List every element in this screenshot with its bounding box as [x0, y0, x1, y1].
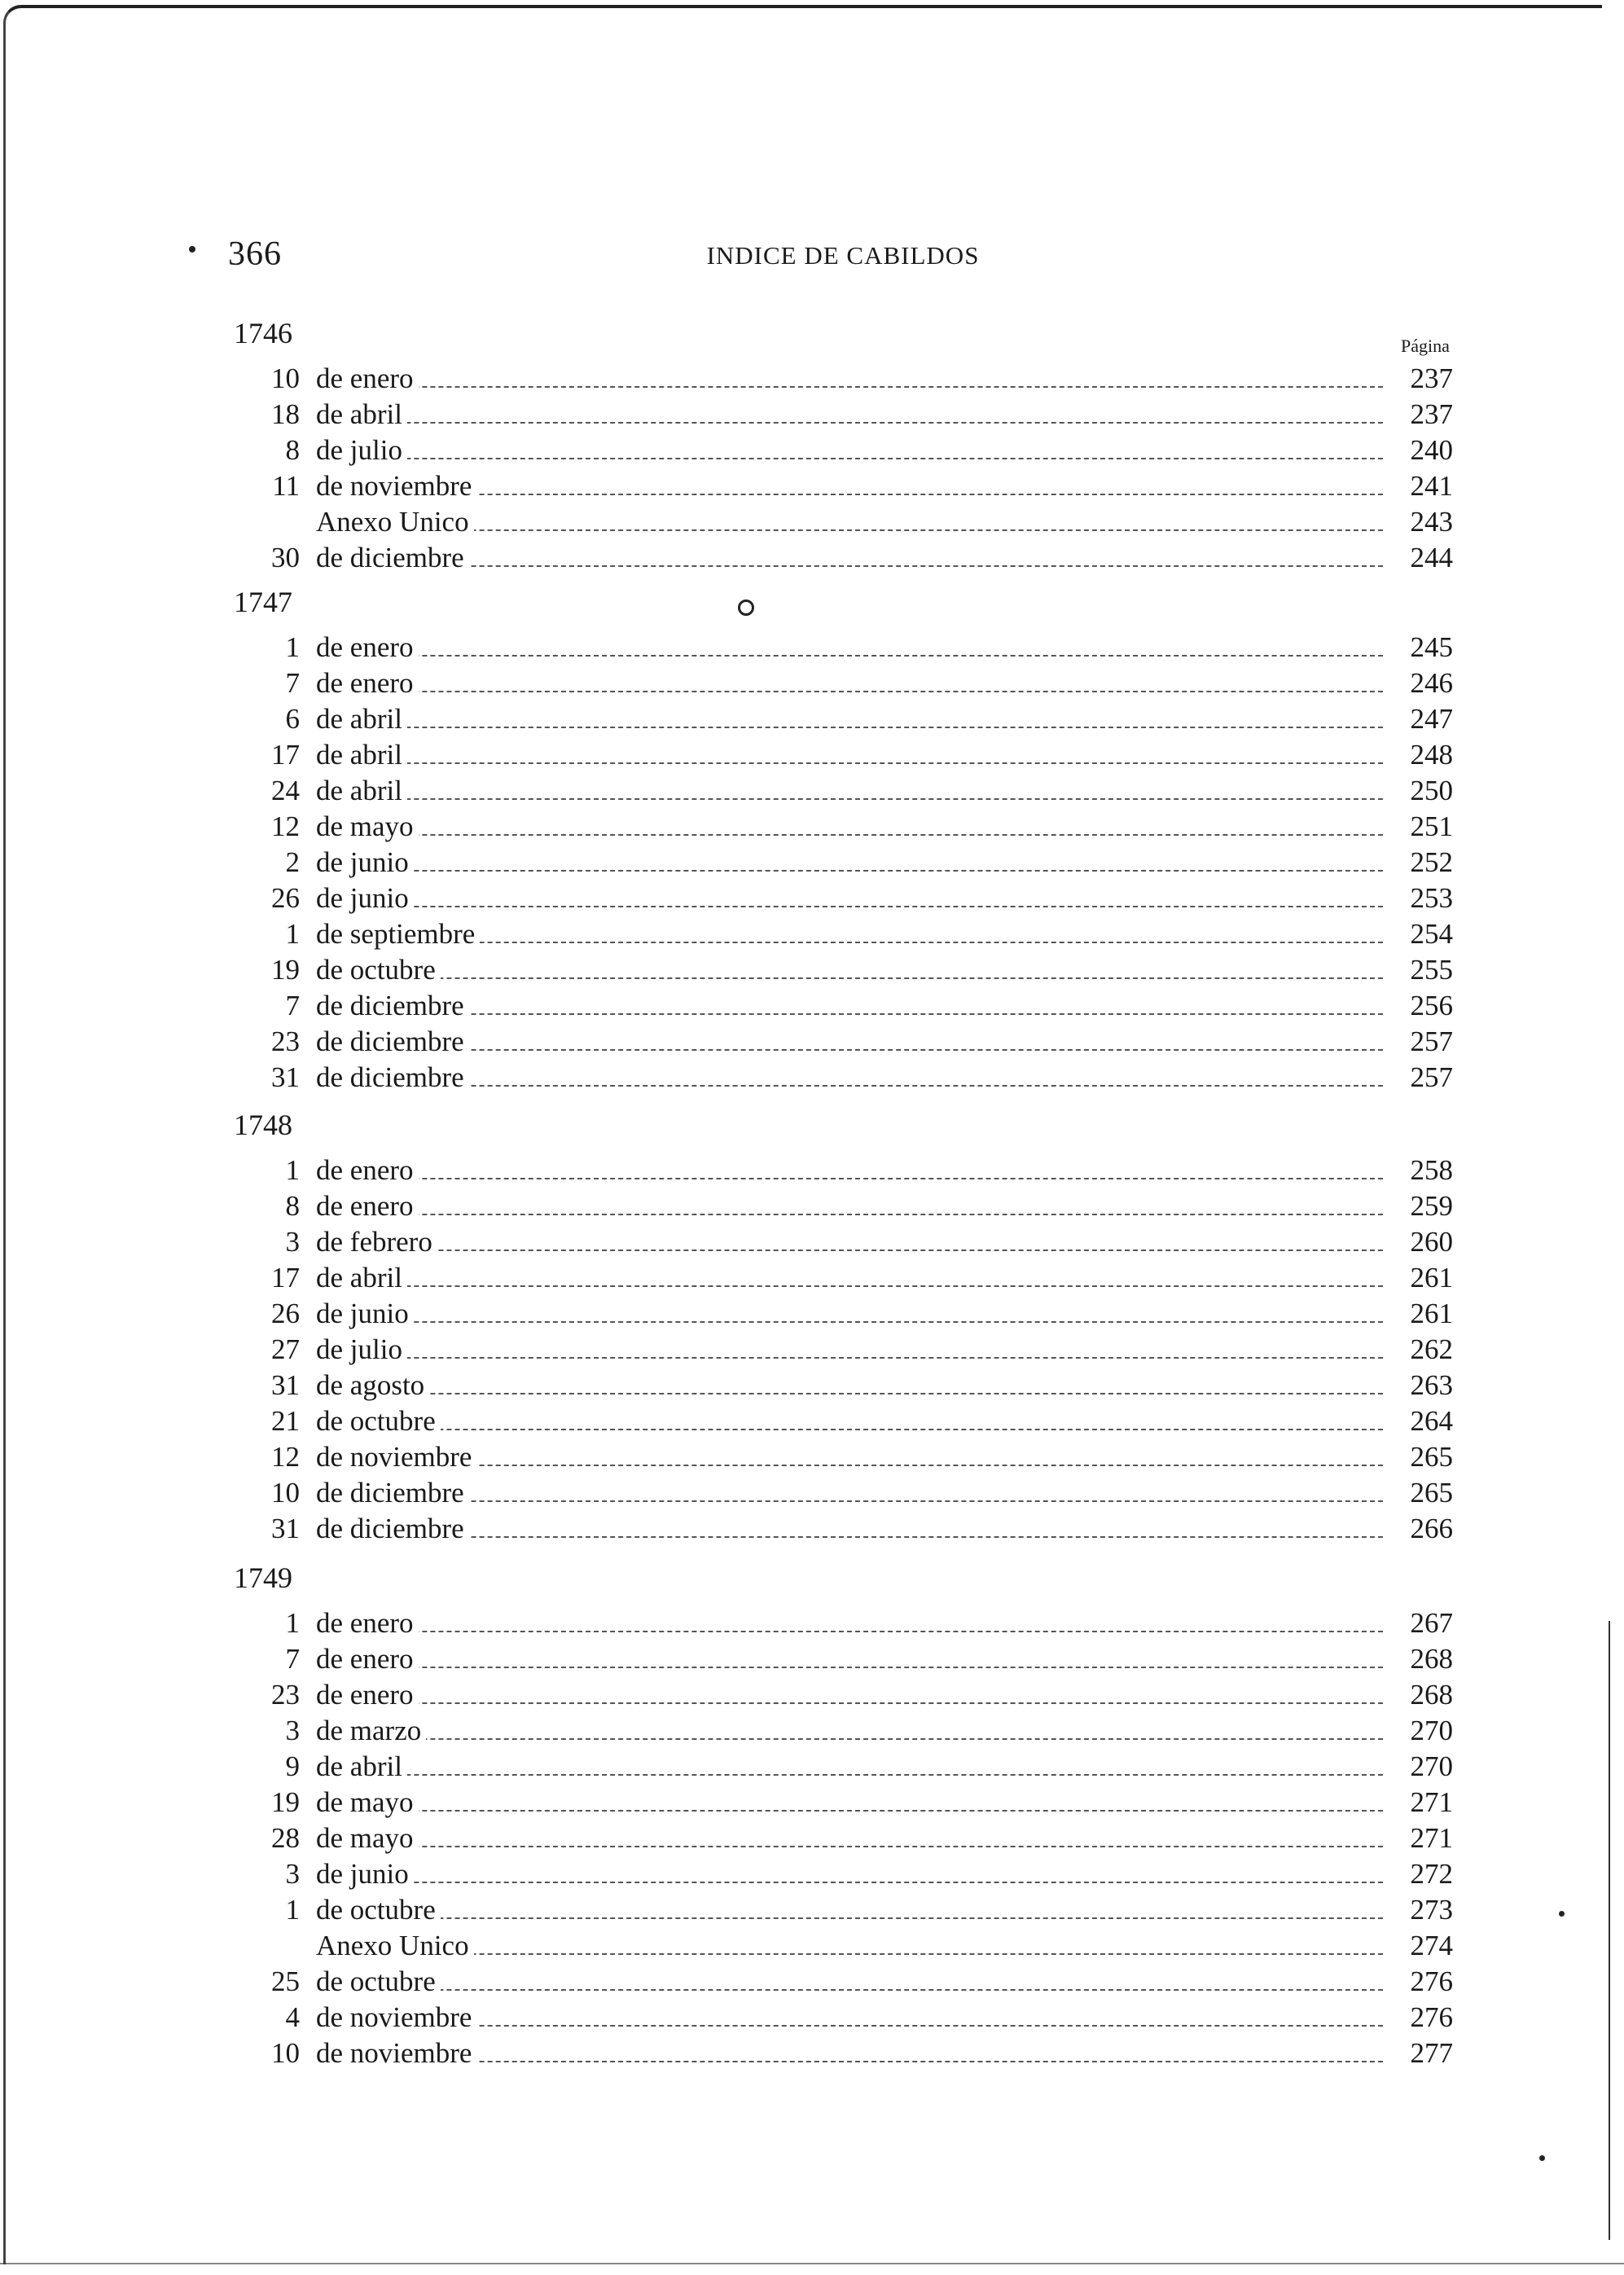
entry-page-number: 267 [1385, 1606, 1453, 1640]
entry-label: de enero [316, 630, 419, 665]
entry-page-number: 247 [1385, 702, 1453, 736]
dot-leader [316, 1989, 1383, 1991]
entry-day: 8 [285, 434, 300, 466]
entry-day: 28 [271, 1822, 300, 1854]
index-entry [0, 917, 1624, 951]
index-entry [0, 1440, 1624, 1474]
entry-label: de abril [316, 1750, 407, 1784]
dot-leader [316, 1214, 1383, 1215]
entry-page-number: 243 [1385, 505, 1453, 539]
dot-leader [316, 727, 1383, 728]
entry-day: 17 [271, 739, 300, 771]
index-entry [0, 397, 1624, 432]
index-entry [0, 1714, 1624, 1748]
entry-label: de abril [316, 738, 407, 772]
entry-page-number: 254 [1385, 917, 1453, 951]
entry-label: de noviembre [316, 2036, 476, 2071]
dot-leader [316, 1249, 1383, 1251]
dot-leader [316, 1774, 1383, 1776]
index-entry [0, 738, 1624, 772]
dot-leader [316, 422, 1383, 424]
entry-page-number: 257 [1385, 1025, 1453, 1059]
print-speck [738, 599, 754, 616]
year-heading: 1748 [234, 1109, 292, 1141]
entry-label: de julio [316, 1333, 407, 1367]
dot-leader [316, 798, 1383, 800]
entry-label: de enero [316, 1189, 419, 1223]
dot-leader [316, 1285, 1383, 1287]
entry-day: 10 [271, 1477, 300, 1509]
dot-leader [316, 1500, 1383, 1502]
dot-leader [316, 834, 1383, 836]
entry-label: de mayo [316, 810, 419, 844]
entry-day: 10 [271, 2037, 300, 2069]
entry-label: de junio [316, 845, 414, 880]
dot-leader [316, 977, 1383, 979]
entry-label: de junio [316, 1857, 414, 1891]
index-entry [0, 1025, 1624, 1059]
entry-page-number: 244 [1385, 541, 1453, 575]
index-entry [0, 2036, 1624, 2071]
index-entry [0, 774, 1624, 808]
index-entry [0, 1404, 1624, 1438]
dot-leader [316, 1846, 1383, 1847]
entry-page-number: 257 [1385, 1061, 1453, 1095]
dot-leader [316, 1882, 1383, 1883]
entry-label: de diciembre [316, 989, 469, 1023]
entry-label: de febrero [316, 1225, 437, 1259]
index-entry [0, 1061, 1624, 1095]
index-entry [0, 845, 1624, 880]
entry-page-number: 270 [1385, 1750, 1453, 1784]
entry-day: 3 [285, 1715, 300, 1746]
entry-day: 12 [271, 810, 300, 842]
entry-day: 30 [271, 542, 300, 573]
entry-page-number: 237 [1385, 397, 1453, 432]
index-entry [0, 1857, 1624, 1891]
entry-page-number: 261 [1385, 1261, 1453, 1295]
entry-label: de octubre [316, 953, 441, 987]
page-number: 366 [228, 235, 282, 273]
year-heading: 1749 [234, 1561, 292, 1594]
dot-leader [316, 458, 1383, 459]
page-column-label: Página [1401, 336, 1450, 356]
index-entry [0, 1225, 1624, 1259]
entry-day: 2 [285, 846, 300, 878]
index-entry [0, 1929, 1624, 1963]
entry-page-number: 261 [1385, 1297, 1453, 1331]
entry-day: 7 [285, 990, 300, 1021]
index-entry [0, 1678, 1624, 1712]
dot-leader [316, 1702, 1383, 1704]
entry-page-number: 270 [1385, 1714, 1453, 1748]
index-entry [0, 1297, 1624, 1331]
dot-leader [316, 906, 1383, 907]
entry-label: de enero [316, 666, 419, 701]
entry-day: 1 [285, 1154, 300, 1186]
dot-leader [316, 1049, 1383, 1051]
entry-label: de marzo [316, 1714, 426, 1748]
entry-label: Anexo Unico [316, 1929, 474, 1963]
index-entry [0, 1606, 1624, 1640]
entry-day: 31 [271, 1369, 300, 1401]
entry-page-number: 250 [1385, 774, 1453, 808]
entry-page-number: 240 [1385, 433, 1453, 468]
entry-label: de enero [316, 1678, 419, 1712]
dot-leader [316, 1667, 1383, 1668]
entry-label: de junio [316, 1297, 414, 1331]
entry-day: 9 [285, 1750, 300, 1782]
entry-page-number: 276 [1385, 2001, 1453, 2035]
entry-day: 3 [285, 1226, 300, 1258]
dot-leader [316, 1393, 1383, 1394]
entry-page-number: 237 [1385, 362, 1453, 396]
entry-day: 24 [271, 775, 300, 806]
index-entry [0, 666, 1624, 701]
entry-label: de abril [316, 1261, 407, 1295]
entry-day: 3 [285, 1858, 300, 1890]
entry-page-number: 255 [1385, 953, 1453, 987]
entry-page-number: 268 [1385, 1642, 1453, 1676]
dot-leader [316, 762, 1383, 764]
index-entry [0, 881, 1624, 916]
entry-day: 26 [271, 1298, 300, 1329]
entry-day: 17 [271, 1262, 300, 1293]
entry-page-number: 271 [1385, 1785, 1453, 1820]
entry-label: de noviembre [316, 2001, 476, 2035]
dot-leader [316, 1013, 1383, 1015]
entry-label: de abril [316, 397, 407, 432]
dot-leader [316, 691, 1383, 692]
dot-leader [316, 1631, 1383, 1632]
dot-leader [316, 386, 1383, 388]
entry-day: 10 [271, 362, 300, 394]
entry-day: 18 [271, 398, 300, 430]
entry-page-number: 252 [1385, 845, 1453, 880]
entry-day: 25 [271, 1965, 300, 1997]
entry-day: 1 [285, 631, 300, 663]
dot-leader [316, 529, 1383, 531]
entry-label: de octubre [316, 1965, 441, 1999]
entry-day: 19 [271, 954, 300, 986]
entry-day: 4 [285, 2001, 300, 2033]
entry-day: 8 [285, 1190, 300, 1222]
dot-leader [316, 655, 1383, 657]
entry-day: 26 [271, 882, 300, 914]
entry-day: 1 [285, 1894, 300, 1926]
index-entry [0, 1965, 1624, 1999]
index-entry [0, 810, 1624, 844]
entry-label: de noviembre [316, 469, 476, 503]
entry-label: de enero [316, 1606, 419, 1640]
index-entry [0, 1333, 1624, 1367]
entry-label: de diciembre [316, 541, 469, 575]
print-speck [1539, 2155, 1545, 2161]
entry-day: 31 [271, 1513, 300, 1544]
entry-label: de enero [316, 362, 419, 396]
dot-leader [316, 1357, 1383, 1359]
index-entry [0, 1512, 1624, 1546]
entry-label: Anexo Unico [316, 505, 474, 539]
entry-page-number: 262 [1385, 1333, 1453, 1367]
index-entry [0, 1821, 1624, 1856]
dot-leader [316, 1429, 1383, 1430]
entry-page-number: 271 [1385, 1821, 1453, 1856]
index-entry [0, 630, 1624, 665]
entry-label: de julio [316, 433, 407, 468]
entry-page-number: 263 [1385, 1368, 1453, 1403]
year-heading: 1747 [234, 586, 292, 618]
entry-label: de septiembre [316, 917, 480, 951]
entry-day: 19 [271, 1786, 300, 1818]
entry-day: 27 [271, 1333, 300, 1365]
entry-day: 21 [271, 1405, 300, 1437]
entry-label: de agosto [316, 1368, 429, 1403]
entry-day: 7 [285, 1643, 300, 1675]
entry-label: de junio [316, 881, 414, 916]
index-entry [0, 953, 1624, 987]
entry-page-number: 248 [1385, 738, 1453, 772]
entry-page-number: 266 [1385, 1512, 1453, 1546]
entry-label: de noviembre [316, 1440, 476, 1474]
entry-label: de diciembre [316, 1061, 469, 1095]
entry-label: de enero [316, 1153, 419, 1188]
entry-day: 6 [285, 703, 300, 735]
entry-day: 12 [271, 1441, 300, 1473]
dot-leader [316, 1738, 1383, 1740]
entry-label: de abril [316, 702, 407, 736]
year-heading: 1746 [234, 317, 292, 349]
entry-page-number: 268 [1385, 1678, 1453, 1712]
running-title: INDICE DE CABILDOS [706, 241, 980, 270]
entry-label: de diciembre [316, 1512, 469, 1546]
entry-day: 1 [285, 918, 300, 950]
index-entry [0, 505, 1624, 539]
entry-page-number: 253 [1385, 881, 1453, 916]
entry-page-number: 251 [1385, 810, 1453, 844]
dot-leader [316, 565, 1383, 567]
entry-label: de octubre [316, 1404, 441, 1438]
dot-leader [316, 1178, 1383, 1179]
index-entry [0, 469, 1624, 503]
entry-label: de mayo [316, 1821, 419, 1856]
index-entry [0, 2001, 1624, 2035]
entry-label: de mayo [316, 1785, 419, 1820]
dot-leader [316, 1810, 1383, 1812]
entry-page-number: 276 [1385, 1965, 1453, 1999]
dot-leader [316, 1953, 1383, 1955]
entry-label: de diciembre [316, 1476, 469, 1510]
entry-page-number: 277 [1385, 2036, 1453, 2071]
index-entry [0, 1153, 1624, 1188]
index-entry [0, 541, 1624, 575]
index-entry [0, 702, 1624, 736]
entry-page-number: 260 [1385, 1225, 1453, 1259]
entry-page-number: 264 [1385, 1404, 1453, 1438]
dot-leader [316, 1536, 1383, 1538]
index-entry [0, 1893, 1624, 1927]
index-entry [0, 1785, 1624, 1820]
dot-leader [316, 1917, 1383, 1919]
entry-label: de octubre [316, 1893, 441, 1927]
entry-page-number: 265 [1385, 1476, 1453, 1510]
index-entry [0, 1642, 1624, 1676]
entry-day: 1 [285, 1607, 300, 1639]
entry-page-number: 245 [1385, 630, 1453, 665]
entry-page-number: 265 [1385, 1440, 1453, 1474]
index-entry [0, 1750, 1624, 1784]
index-entry [0, 362, 1624, 396]
entry-page-number: 272 [1385, 1857, 1453, 1891]
index-entry [0, 1189, 1624, 1223]
entry-page-number: 274 [1385, 1929, 1453, 1963]
dot-leader [316, 870, 1383, 872]
entry-label: de enero [316, 1642, 419, 1676]
entry-day: 23 [271, 1679, 300, 1711]
dot-leader [316, 1085, 1383, 1087]
index-entry [0, 433, 1624, 468]
entry-page-number: 259 [1385, 1189, 1453, 1223]
index-entry [0, 1261, 1624, 1295]
entry-day: 23 [271, 1026, 300, 1057]
entry-day: 7 [285, 667, 300, 699]
index-entry [0, 1368, 1624, 1403]
entry-page-number: 246 [1385, 666, 1453, 701]
entry-page-number: 273 [1385, 1893, 1453, 1927]
index-entry [0, 989, 1624, 1023]
entry-label: de diciembre [316, 1025, 469, 1059]
entry-page-number: 258 [1385, 1153, 1453, 1188]
entry-page-number: 241 [1385, 469, 1453, 503]
entry-label: de abril [316, 774, 407, 808]
entry-day: 31 [271, 1061, 300, 1093]
entry-page-number: 256 [1385, 989, 1453, 1023]
scan-bottom-line [0, 2263, 1624, 2264]
dot-leader [316, 1321, 1383, 1323]
index-entry [0, 1476, 1624, 1510]
entry-day: 11 [272, 470, 300, 502]
